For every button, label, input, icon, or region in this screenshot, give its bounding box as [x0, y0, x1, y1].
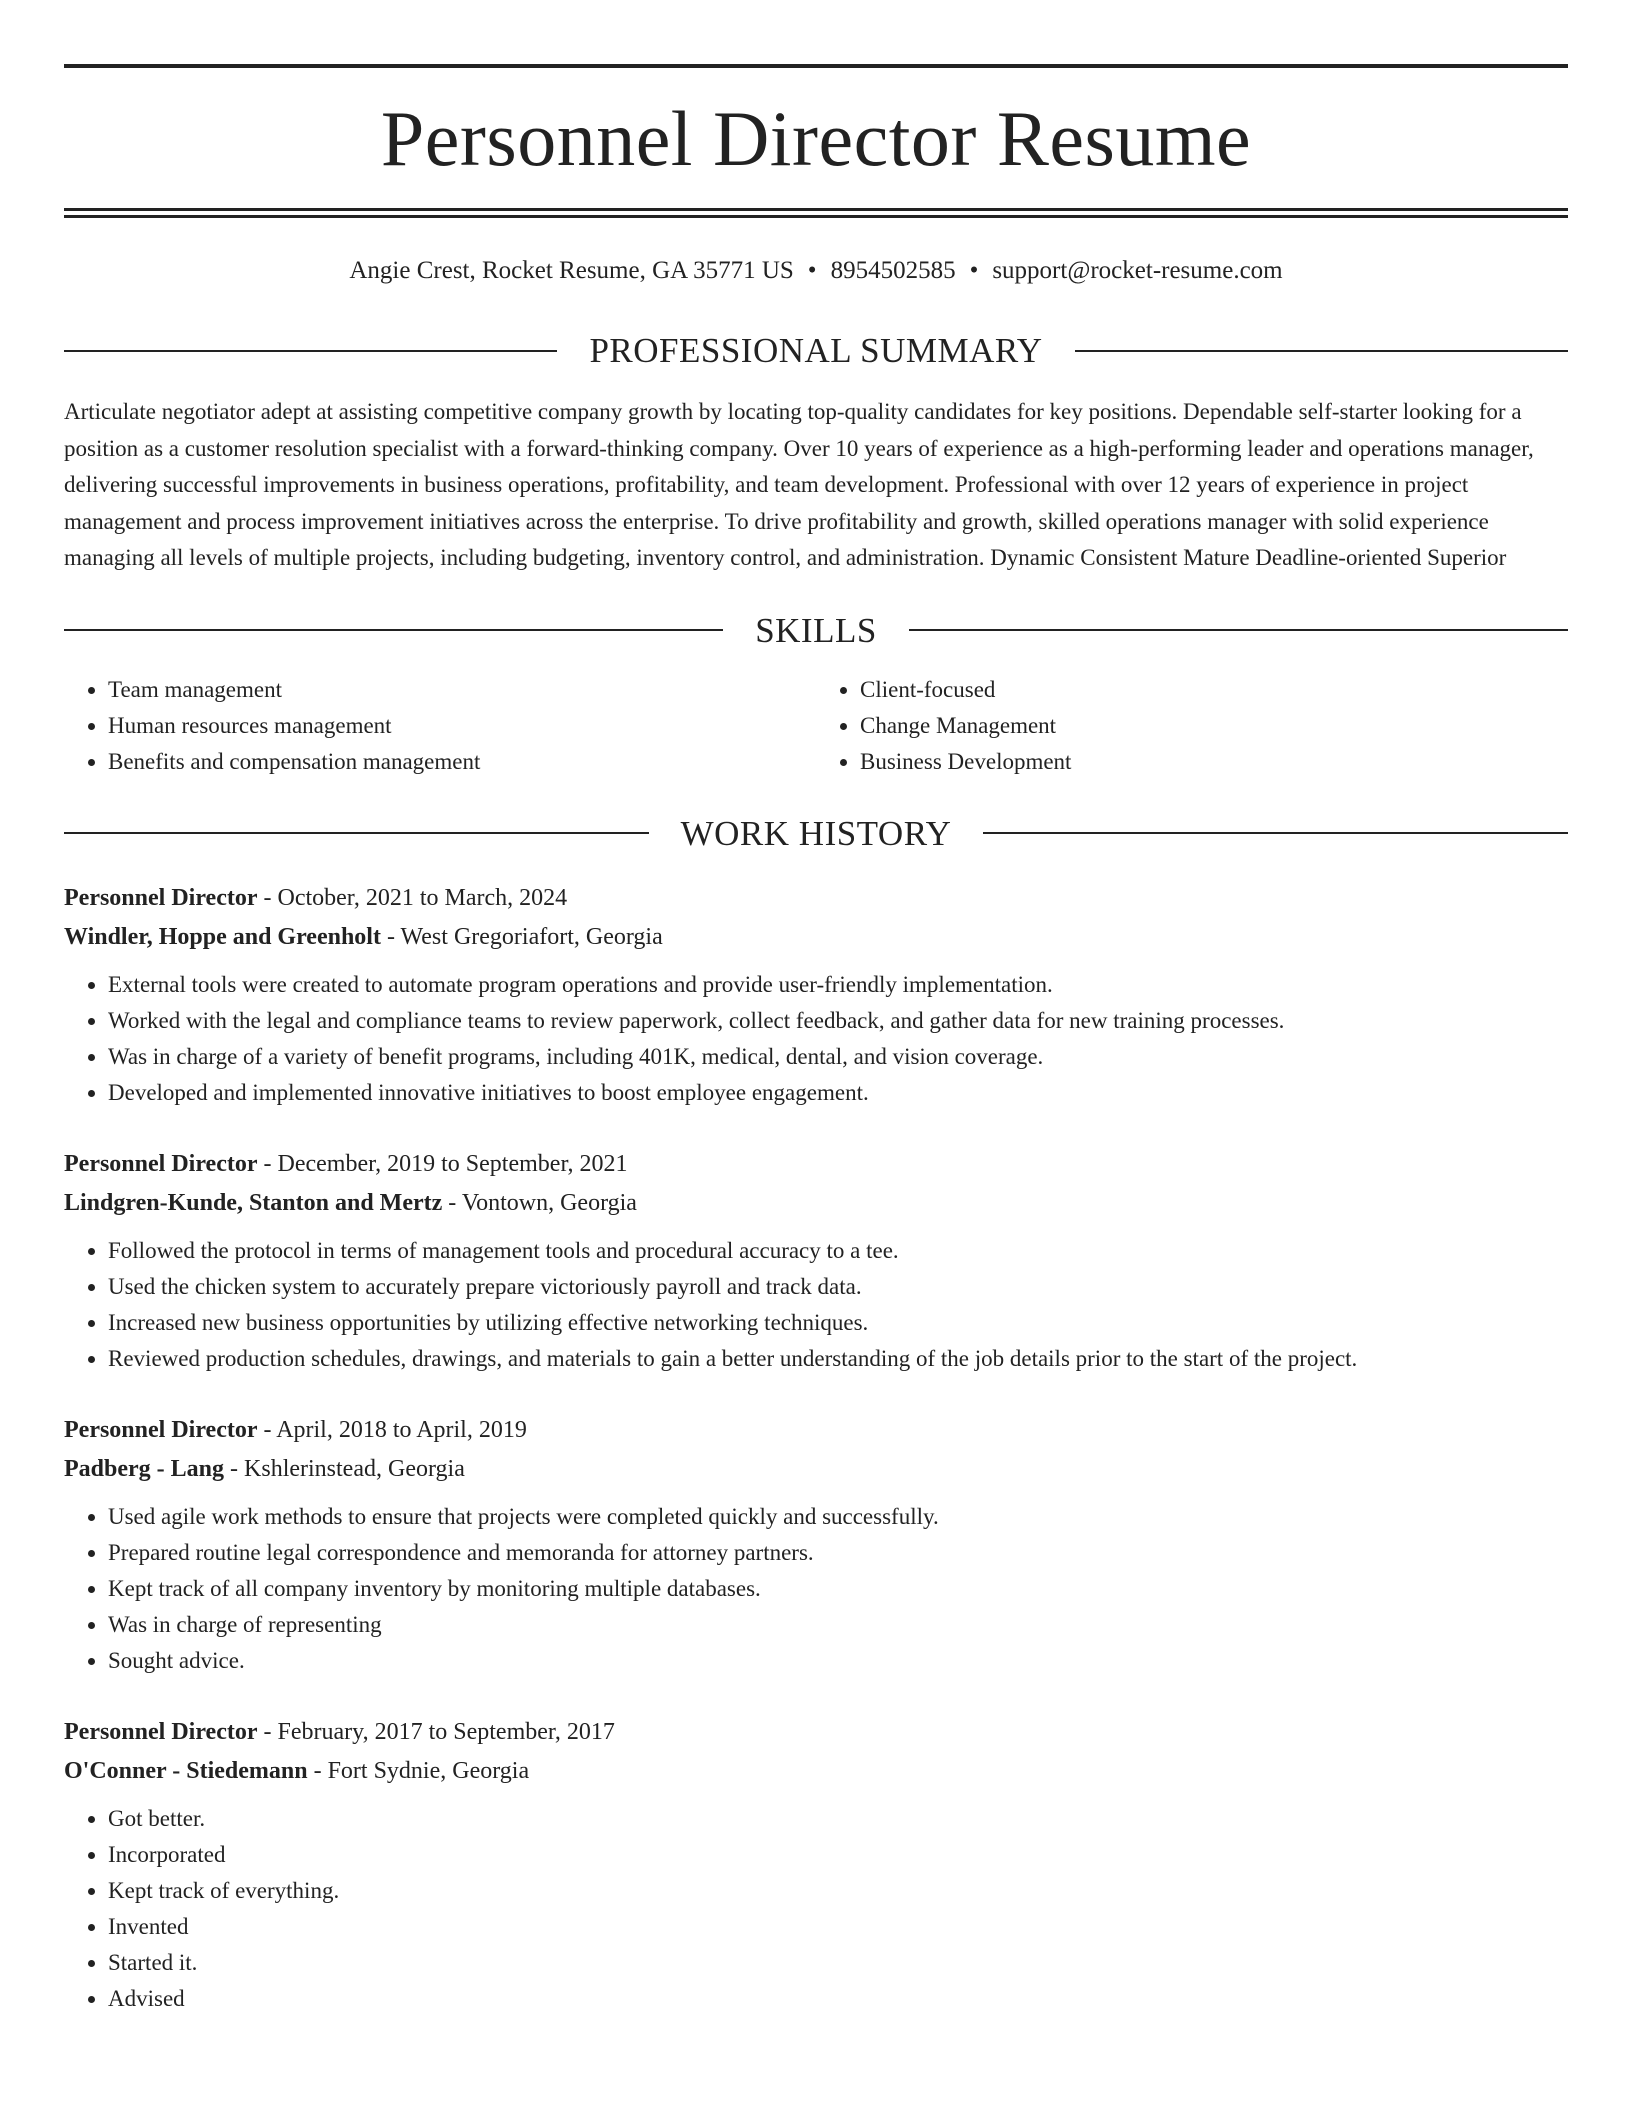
- job-bullet: • Was in charge of a variety of benefit programs, including 401K, medical, dental, and vision coverage.: [108, 1039, 1568, 1075]
- job-bullet: • Worked with the legal and compliance teams to review paperwork, collect feedback, and gather data for new training processes.: [108, 1003, 1568, 1039]
- job-bullets: [64, 1499, 1568, 1679]
- job-bullet: • Invented: [108, 1909, 1568, 1945]
- job-company: Windler, Hoppe and Greenholt: [64, 923, 381, 950]
- dash: -: [448, 1189, 457, 1216]
- dash: -: [263, 884, 272, 911]
- skill-item: • Change Management: [860, 708, 1568, 744]
- contact-email: support@rocket-resume.com: [992, 257, 1283, 284]
- skills-column-right: [816, 672, 1568, 780]
- job-bullet: • Advised: [108, 1981, 1568, 2017]
- job-bullet: • Got better.: [108, 1801, 1568, 1837]
- dash: -: [263, 1718, 272, 1745]
- job-location: Fort Sydnie, Georgia: [327, 1757, 530, 1784]
- skill-item: • Benefits and compensation management: [108, 744, 816, 780]
- job-company-line: [64, 918, 1568, 957]
- job-location: West Gregoriafort, Georgia: [400, 923, 663, 950]
- heading-rule-left: [64, 832, 649, 834]
- dash: -: [263, 1416, 272, 1443]
- job-bullet: • Used agile work methods to ensure that projects were completed quickly and successfully.: [108, 1499, 1568, 1535]
- dash: -: [313, 1757, 322, 1784]
- skill-item: • Human resources management: [108, 708, 816, 744]
- job-title-line: [64, 1411, 1568, 1450]
- heading-rule-left: [64, 350, 557, 352]
- job-location: Kshlerinstead, Georgia: [244, 1455, 465, 1482]
- skill-item: • Team management: [108, 672, 816, 708]
- skills-column-left: [64, 672, 816, 780]
- job-title-line: [64, 879, 1568, 918]
- heading-rule-right: [983, 832, 1568, 834]
- job-company-line: [64, 1184, 1568, 1223]
- heading-rule-left: [64, 629, 723, 631]
- job-bullets: [64, 1801, 1568, 2017]
- job-company: O'Conner - Stiedemann: [64, 1757, 308, 1784]
- contact-phone: 8954502585: [830, 257, 956, 284]
- job-bullet: • Reviewed production schedules, drawings, and materials to gain a better understanding of the job details prior to the start of the project.: [108, 1341, 1568, 1377]
- job-entry: [64, 1713, 1568, 2017]
- heading-rule-right: [909, 629, 1568, 631]
- summary-heading: [64, 333, 1568, 368]
- job-bullet: • Was in charge of representing: [108, 1607, 1568, 1643]
- job-bullet: • Increased new business opportunities by utilizing effective networking techniques.: [108, 1305, 1568, 1341]
- heading-rule-right: [1075, 350, 1568, 352]
- job-bullet: • Sought advice.: [108, 1643, 1568, 1679]
- job-entry: [64, 1145, 1568, 1377]
- job-dates: December, 2019 to September, 2021: [277, 1150, 628, 1177]
- work-heading: [64, 813, 1568, 853]
- job-bullet: • Kept track of everything.: [108, 1873, 1568, 1909]
- job-title-line: [64, 1713, 1568, 1752]
- top-rule: [64, 64, 1568, 68]
- contact-separator: •: [807, 257, 817, 284]
- job-title: Personnel Director: [64, 884, 258, 911]
- job-company: Padberg - Lang: [64, 1455, 225, 1482]
- job-company: Lindgren-Kunde, Stanton and Mertz: [64, 1189, 443, 1216]
- job-list: [64, 879, 1568, 2017]
- job-bullet: • Kept track of all company inventory by monitoring multiple databases.: [108, 1571, 1568, 1607]
- job-bullet: • Used the chicken system to accurately prepare victoriously payroll and track data.: [108, 1269, 1568, 1305]
- dash: -: [263, 1150, 272, 1177]
- job-company-line: [64, 1752, 1568, 1791]
- job-company-line: [64, 1450, 1568, 1489]
- contact-line: [64, 258, 1568, 283]
- job-title: Personnel Director: [64, 1150, 258, 1177]
- job-title: Personnel Director: [64, 1416, 258, 1443]
- contact-address: Angie Crest, Rocket Resume, GA 35771 US: [349, 257, 794, 284]
- job-bullets: [64, 1233, 1568, 1377]
- title-double-rule: [64, 208, 1568, 218]
- summary-text: Articulate negotiator adept at assisting competitive company growth by locating top-quality candidates for key positions. Dependable self-starter looking for a position as a customer resolution specialist with a forward-thinking company. Over 10 years of experience as a high-performing leader and operations manager, delivering successful improvements in business operations, profitability, and team development. Professional with over 12 years of experience in project management and process improvement initiatives across the enterprise. To drive profitability and growth, skilled operations manager with solid experience managing all levels of multiple projects, including budgeting, inventory control, and administration. Dynamic Consistent Mature Deadline-oriented Superior: [64, 399, 1534, 570]
- job-bullets: [64, 967, 1568, 1111]
- page-title: Personnel Director Resume: [380, 95, 1252, 182]
- job-bullet: • Incorporated: [108, 1837, 1568, 1873]
- skill-item: • Business Development: [860, 744, 1568, 780]
- job-dates: February, 2017 to September, 2017: [277, 1718, 615, 1745]
- job-bullet: • Followed the protocol in terms of management tools and procedural accuracy to a tee.: [108, 1233, 1568, 1269]
- job-bullet: • Started it.: [108, 1945, 1568, 1981]
- dash: -: [230, 1455, 239, 1482]
- dash: -: [386, 923, 395, 950]
- job-title-line: [64, 1145, 1568, 1184]
- job-title: Personnel Director: [64, 1718, 258, 1745]
- job-bullet: • Developed and implemented innovative initiatives to boost employee engagement.: [108, 1075, 1568, 1111]
- job-entry: [64, 1411, 1568, 1679]
- summary-heading-label: PROFESSIONAL SUMMARY: [589, 331, 1043, 370]
- skills-heading-label: SKILLS: [755, 610, 877, 650]
- job-location: Vontown, Georgia: [461, 1189, 637, 1216]
- job-bullet: • Prepared routine legal correspondence and memoranda for attorney partners.: [108, 1535, 1568, 1571]
- job-bullet: • External tools were created to automate program operations and provide user-friendly implementation.: [108, 967, 1568, 1003]
- job-dates: April, 2018 to April, 2019: [276, 1416, 527, 1443]
- skills-heading: [64, 610, 1568, 650]
- job-entry: [64, 879, 1568, 1111]
- contact-separator: •: [969, 257, 979, 284]
- skills-list: [64, 672, 1568, 780]
- job-dates: October, 2021 to March, 2024: [277, 884, 568, 911]
- work-heading-label: WORK HISTORY: [680, 813, 952, 853]
- skill-item: • Client-focused: [860, 672, 1568, 708]
